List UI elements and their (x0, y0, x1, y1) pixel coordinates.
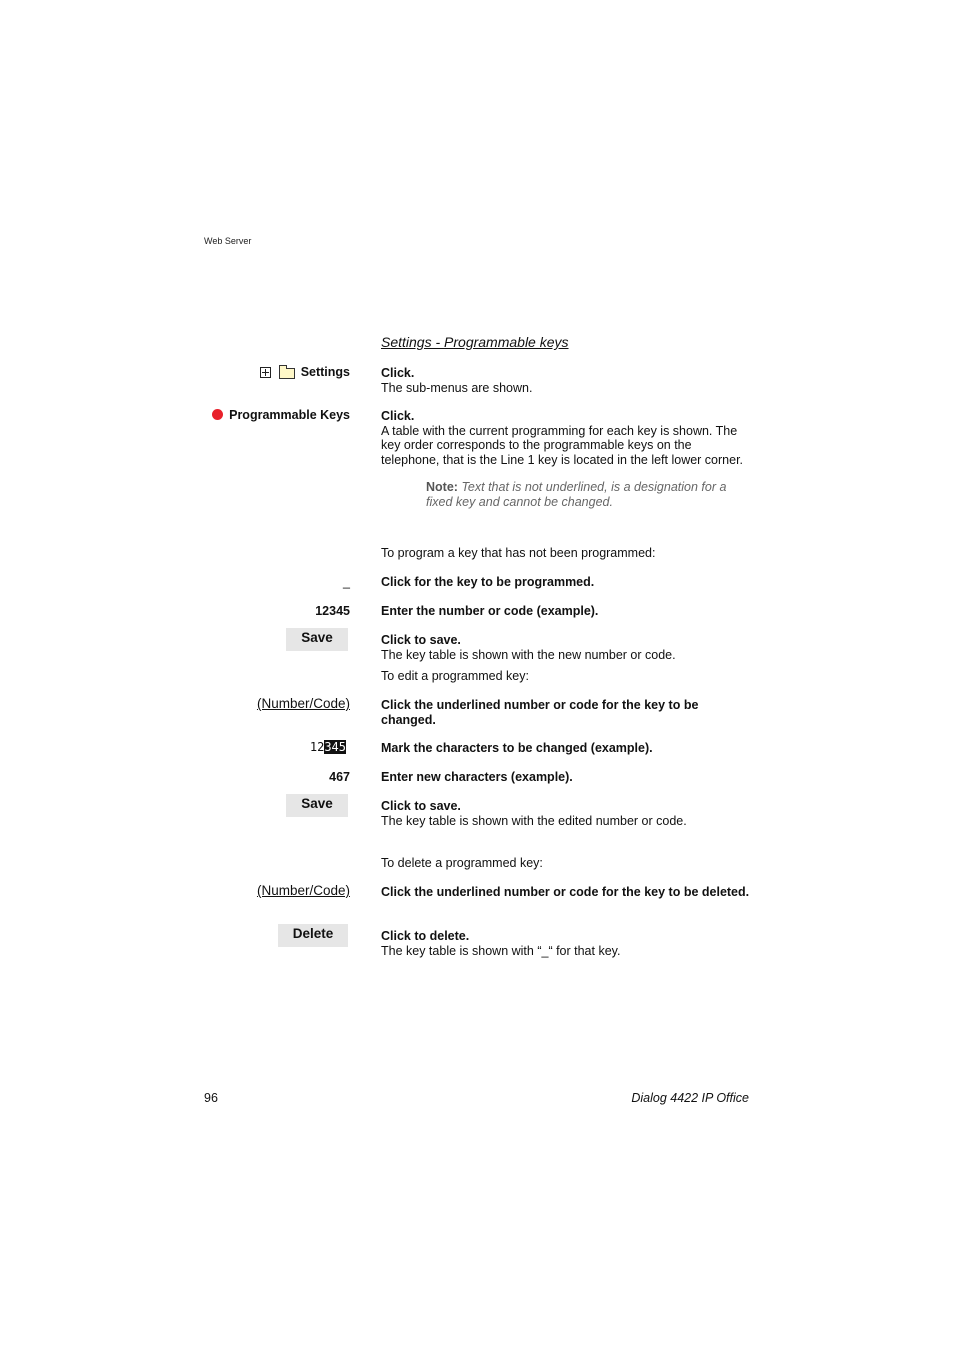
page-number: 96 (204, 1091, 218, 1105)
step-instruction: Enter new characters (example). (381, 770, 573, 784)
intro-delete: To delete a programmed key: (381, 856, 543, 870)
step-result: The key table is shown with the edited number or code. (381, 813, 687, 828)
programmable-keys-item[interactable] (212, 408, 350, 422)
settings-label: Settings (300, 365, 350, 379)
step-instruction: Enter the number or code (example). (381, 604, 599, 618)
step-instruction: Click. (381, 366, 415, 380)
step-instruction: Mark the characters to be changed (example). (381, 741, 653, 755)
expand-plus-icon[interactable] (260, 367, 271, 378)
product-name: Dialog 4422 IP Office (631, 1091, 749, 1105)
step-instruction: Click to save. (381, 799, 461, 813)
unmarked-digits: 12 (309, 740, 325, 754)
number-code-link[interactable]: (Number/Code) (256, 883, 350, 898)
marked-number-field[interactable] (310, 740, 346, 754)
save-button[interactable]: Save (286, 628, 348, 651)
step-instruction: Click for the key to be programmed. (381, 575, 595, 589)
step-save-desc (381, 633, 751, 662)
intro-edit: To edit a programmed key: (381, 669, 529, 683)
step-result: A table with the current programming for each key is shown. The key order corresponds to the programmable keys on the telephone, that is the Line 1 key is located in the left lower corner. (381, 423, 744, 467)
settings-tree-item[interactable] (260, 365, 350, 379)
folder-icon (279, 368, 295, 379)
step-instruction: Click to save. (381, 633, 461, 647)
number-code-link[interactable]: (Number/Code) (256, 696, 350, 711)
empty-key-link[interactable]: _ (343, 575, 350, 589)
note-text: Text that is not underlined, is a designation for a fixed key and cannot be changed. (426, 480, 727, 509)
delete-button[interactable]: Delete (278, 924, 348, 947)
note-box (426, 480, 756, 509)
running-header: Web Server (204, 236, 252, 246)
red-dot-icon (212, 409, 223, 420)
step-instruction: Click to delete. (381, 929, 470, 943)
programmable-keys-label: Programmable Keys (229, 408, 350, 422)
step-result: The sub-menus are shown. (381, 380, 533, 395)
step-instruction: Click. (381, 409, 415, 423)
step-result: The key table is shown with the new number or code. (381, 647, 676, 662)
section-title: Settings - Programmable keys (381, 334, 569, 350)
step-programmable-keys-desc (381, 409, 751, 467)
new-characters-input[interactable]: 467 (329, 770, 350, 784)
step-instruction: Click the underlined number or code for the key to be deleted. (381, 885, 750, 899)
note-label: Note: (426, 480, 458, 494)
step-save-desc (381, 799, 751, 828)
intro-program: To program a key that has not been programmed: (381, 546, 656, 560)
step-instruction: Click the underlined number or code for the key to be changed. (381, 698, 699, 727)
marked-digits: 345 (324, 740, 346, 754)
step-result: The key table is shown with “_“ for that key. (381, 943, 621, 958)
step-settings-desc (381, 366, 751, 395)
save-button[interactable]: Save (286, 794, 348, 817)
step-delete-desc (381, 929, 751, 958)
example-number-input[interactable]: 12345 (315, 604, 350, 618)
